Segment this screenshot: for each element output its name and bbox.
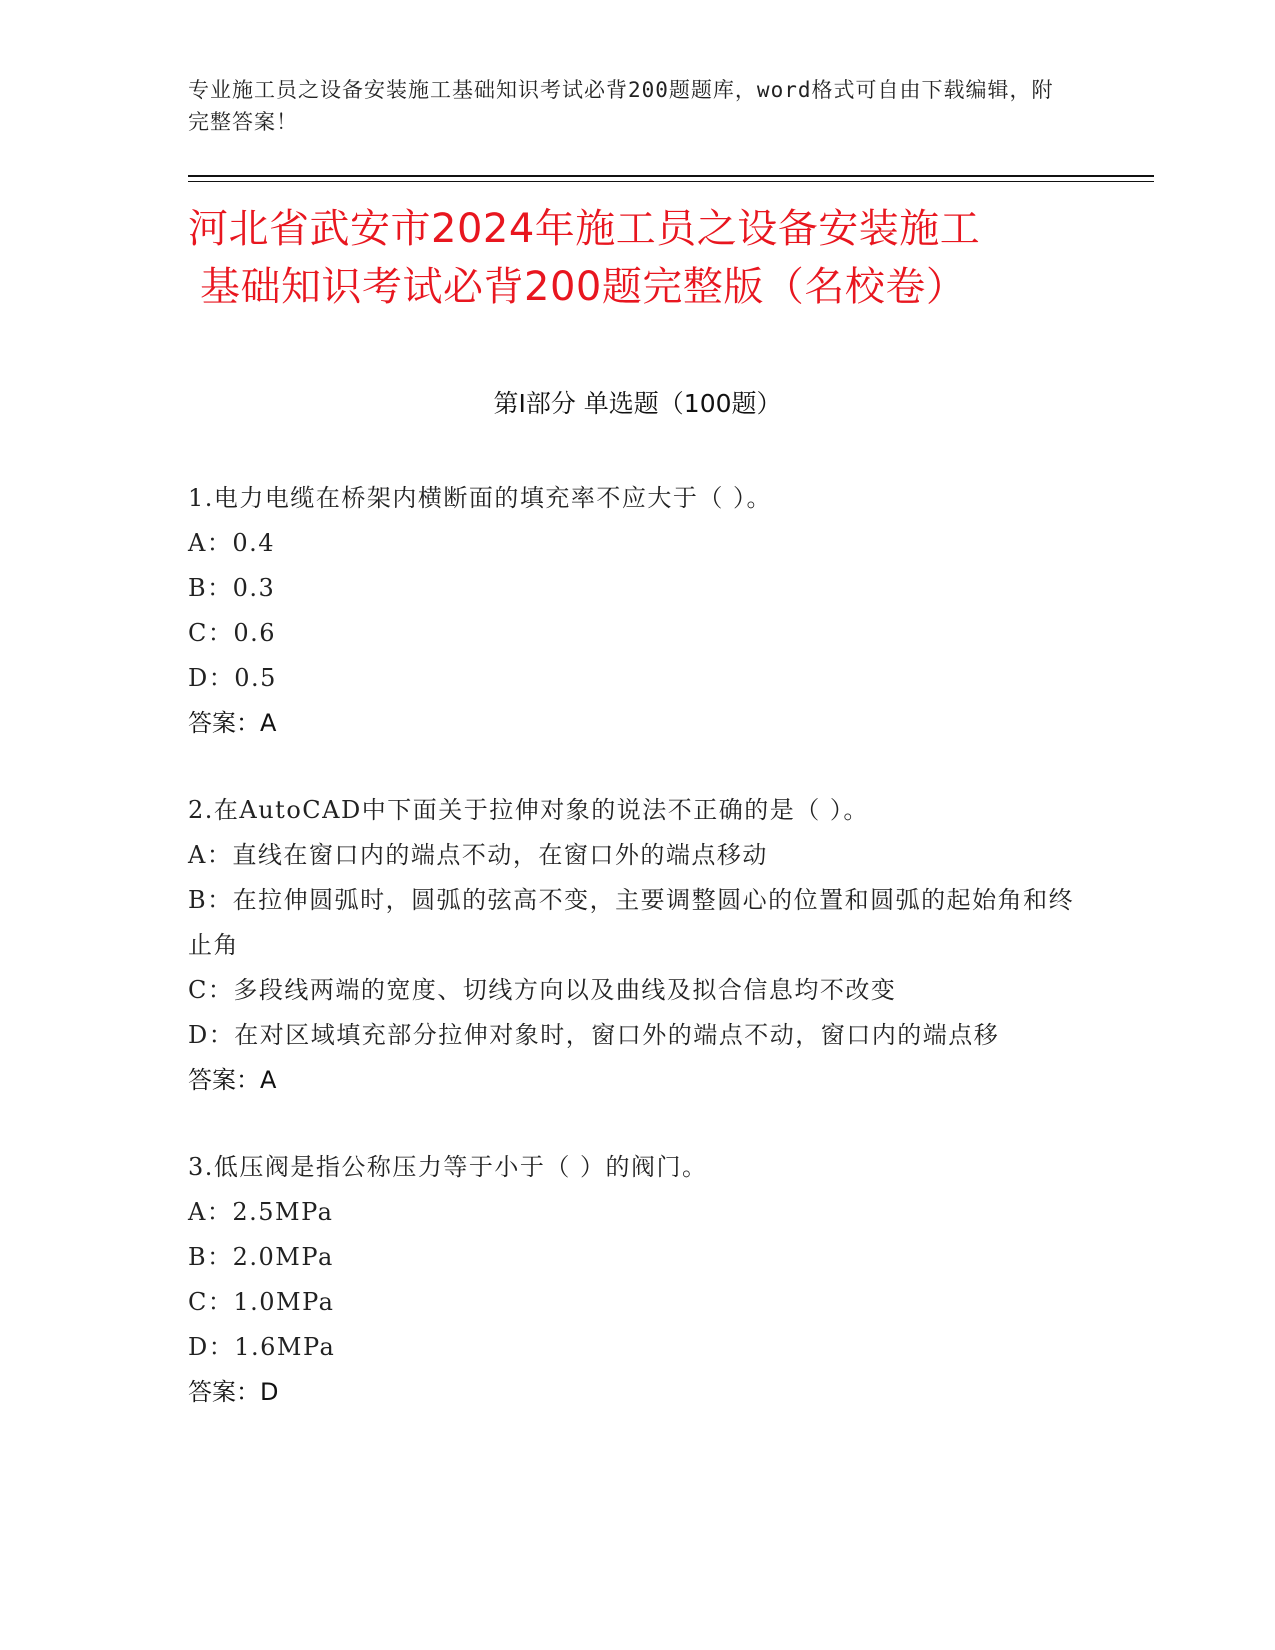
document-title bbox=[188, 200, 1108, 316]
option-a: A：2.5MPa bbox=[188, 1198, 334, 1226]
option-d: D：0.5 bbox=[188, 664, 277, 692]
option-c: C：1.0MPa bbox=[188, 1288, 335, 1316]
option-b: B：0.3 bbox=[188, 574, 276, 602]
question-stem: 3.低压阀是指公称压力等于小于（ ）的阀门。 bbox=[188, 1153, 708, 1181]
question-stem: 1.电力电缆在桥架内横断面的填充率不应大于（ ）。 bbox=[188, 484, 773, 512]
question-3 bbox=[188, 1145, 1088, 1415]
header-note: 专业施工员之设备安装施工基础知识考试必背200题题库，word格式可自由下载编辑，附完整答案！ bbox=[188, 78, 1054, 134]
option-c: C：多段线两端的宽度、切线方向以及曲线及拟合信息均不改变 bbox=[188, 976, 897, 1004]
question-list bbox=[188, 476, 1088, 1457]
option-a: A：0.4 bbox=[188, 529, 275, 557]
option-a: A：直线在窗口内的端点不动，在窗口外的端点移动 bbox=[188, 841, 768, 869]
question-stem: 2.在AutoCAD中下面关于拉伸对象的说法不正确的是（ ）。 bbox=[188, 796, 869, 824]
answer: 答案：A bbox=[188, 709, 277, 737]
option-c: C：0.6 bbox=[188, 619, 277, 647]
question-1 bbox=[188, 476, 1088, 746]
option-d: D：在对区域填充部分拉伸对象时，窗口外的端点不动，窗口内的端点移 bbox=[188, 1021, 1000, 1049]
option-b: B：在拉伸圆弧时，圆弧的弦高不变，主要调整圆心的位置和圆弧的起始角和终止角 bbox=[188, 886, 1075, 959]
option-d: D：1.6MPa bbox=[188, 1333, 336, 1361]
section-title: 第I部分 单选题（100题） bbox=[493, 389, 782, 418]
header-divider-thin bbox=[188, 181, 1154, 182]
document-title-line-1: 河北省武安市2024年施工员之设备安装施工 bbox=[188, 206, 981, 252]
header-divider-thick bbox=[188, 175, 1154, 177]
answer: 答案：D bbox=[188, 1378, 279, 1406]
question-2 bbox=[188, 788, 1088, 1103]
answer: 答案：A bbox=[188, 1066, 277, 1094]
document-title-line-2: 基础知识考试必背200题完整版（名校卷） bbox=[200, 264, 967, 310]
option-b: B：2.0MPa bbox=[188, 1243, 334, 1271]
